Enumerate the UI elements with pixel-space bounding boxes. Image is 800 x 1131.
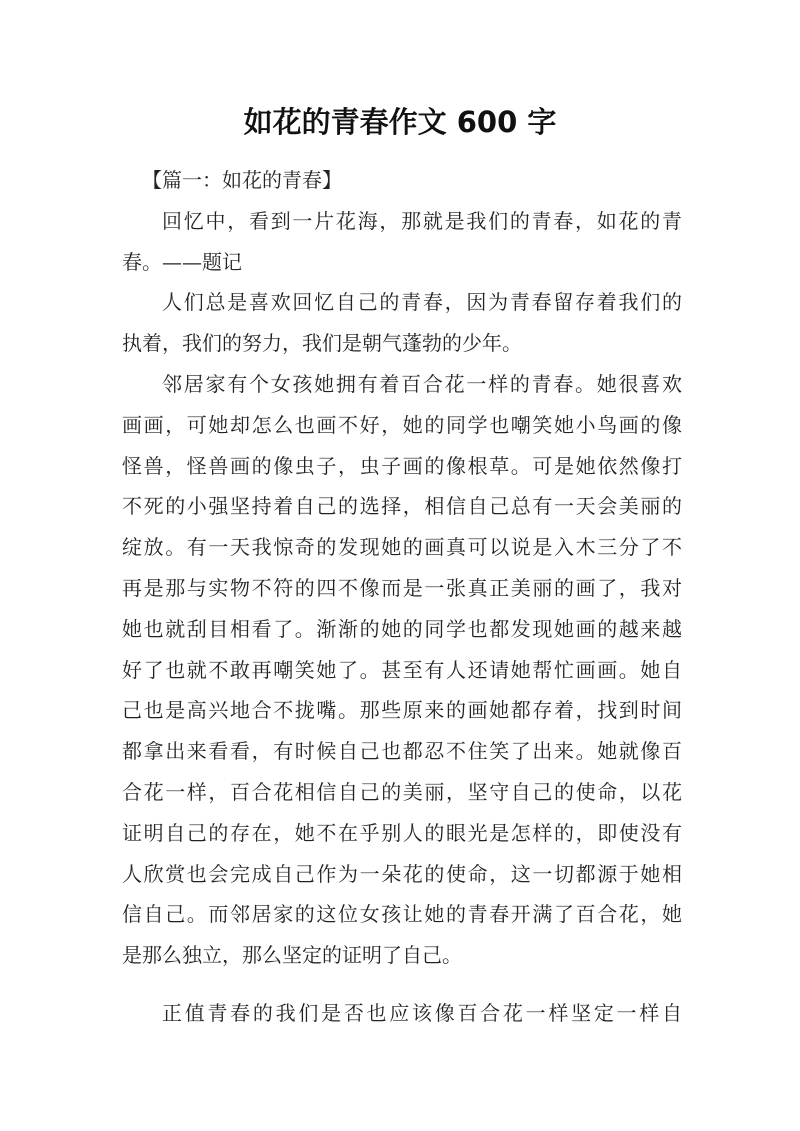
- text-line: 邻居家有个女孩她拥有着百合花一样的青春。她很喜欢: [162, 371, 682, 396]
- document-body: [122, 160, 682, 1034]
- paragraph-3: [122, 364, 682, 976]
- text-line: 执着，我们的努力，我们是朝气蓬勃的少年。: [122, 331, 522, 356]
- document-title: 如花的青春作文 600 字: [243, 105, 557, 139]
- text-line: 证明自己的存在，她不在乎别人的眼光是怎样的，即使没有: [122, 820, 682, 845]
- text-line: 都拿出来看看，有时候自己也都忍不住笑了出来。她就像百: [122, 739, 682, 764]
- section-heading: 【篇一：如花的青春】: [142, 168, 342, 192]
- text-line: 画画，可她却怎么也画不好，她的同学也嘲笑她小鸟画的像: [122, 412, 682, 437]
- text-line: 好了也就不敢再嘲笑她了。甚至有人还请她帮忙画画。她自: [122, 657, 682, 682]
- text-line: 合花一样，百合花相信自己的美丽，坚守自己的使命，以花: [122, 779, 682, 804]
- text-line: 人们总是喜欢回忆自己的青春，因为青春留存着我们的: [162, 290, 682, 315]
- text-line: 人欣赏也会完成自己作为一朵花的使命，这一切都源于她相: [122, 861, 682, 886]
- text-line: 绽放。有一天我惊奇的发现她的画真可以说是入木三分了不: [122, 535, 682, 560]
- paragraph-1: [122, 201, 682, 283]
- paragraph-4: [122, 993, 682, 1034]
- text-line: 春。——题记: [122, 249, 242, 274]
- text-line: 她也就刮目相看了。渐渐的她的同学也都发现她画的越来越: [122, 616, 682, 641]
- text-line: 不死的小强坚持着自己的选择，相信自己总有一天会美丽的: [122, 494, 682, 519]
- text-line: 回忆中，看到一片花海，那就是我们的青春，如花的青: [162, 208, 682, 233]
- text-line: 怪兽，怪兽画的像虫子，虫子画的像根草。可是她依然像打: [122, 453, 682, 478]
- paragraph-2: [122, 282, 682, 364]
- text-line: 正值青春的我们是否也应该像百合花一样坚定一样自: [162, 1000, 682, 1025]
- text-line: 再是那与实物不符的四不像而是一张真正美丽的画了，我对: [122, 575, 682, 600]
- text-line: 是那么独立，那么坚定的证明了自己。: [122, 943, 462, 968]
- text-line: 己也是高兴地合不拢嘴。那些原来的画她都存着，找到时间: [122, 698, 682, 723]
- text-line: 信自己。而邻居家的这位女孩让她的青春开满了百合花，她: [122, 902, 682, 927]
